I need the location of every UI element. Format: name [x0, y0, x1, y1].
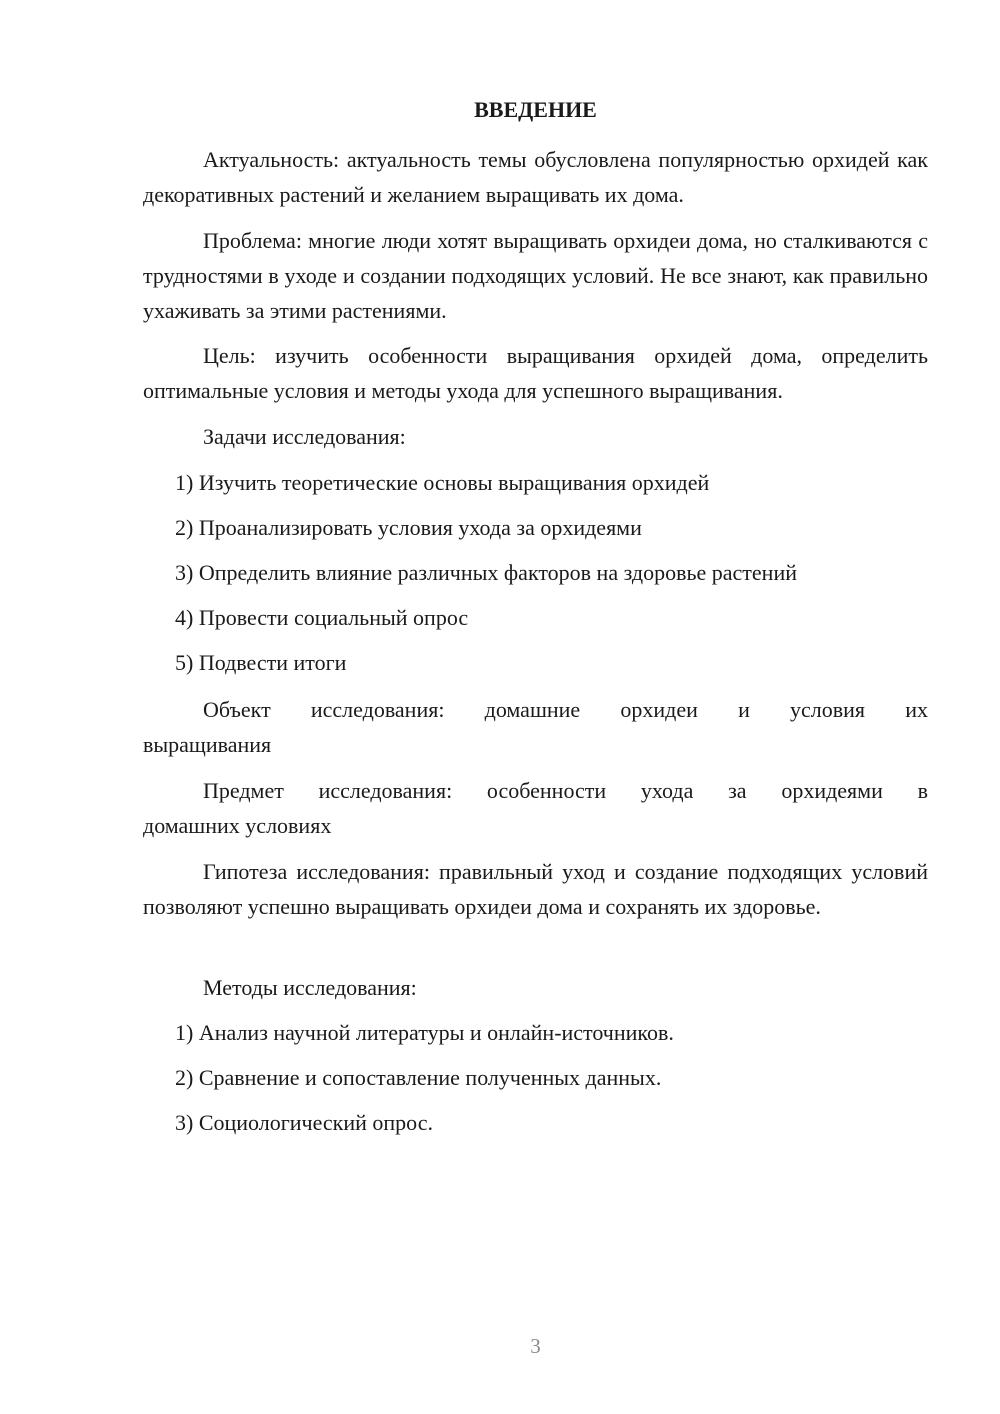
subject-paragraph-line1: Предмет исследования: особенности ухода за орхидеями в: [203, 778, 928, 803]
method-item-2: 2) Сравнение и сопоставление полученных данных.: [175, 1065, 662, 1090]
task-item-2: 2) Проанализировать условия ухода за орхидеями: [175, 515, 642, 540]
task-item-5: 5) Подвести итоги: [175, 650, 347, 675]
document-page: [143, 0, 928, 1414]
subject-paragraph-line2: домашних условиях: [143, 813, 332, 838]
task-item-3: 3) Определить влияние различных факторов на здоровье растений: [175, 560, 797, 585]
page-number: 3: [530, 1334, 541, 1358]
method-item-1: 1) Анализ научной литературы и онлайн-источников.: [175, 1020, 674, 1045]
problem-paragraph: Проблема: многие люди хотят выращивать орхидеи дома, но сталкиваются с трудностями в уходе и создании подходящих условий. Не все знают, как правильно ухаживать за этими растениями.: [143, 228, 928, 323]
tasks-heading: Задачи исследования:: [203, 424, 406, 449]
hypothesis-paragraph: Гипотеза исследования: правильный уход и создание подходящих условий позволяют успешно выращивать орхидеи дома и сохранять их здоровье.: [143, 859, 928, 919]
object-paragraph-line1: Объект исследования: домашние орхидеи и условия их: [203, 697, 928, 722]
relevance-paragraph: Актуальность: актуальность темы обусловлена популярностью орхидей как декоративных растений и желанием выращивать их дома.: [143, 147, 928, 207]
goal-paragraph: Цель: изучить особенности выращивания орхидей дома, определить оптимальные условия и методы ухода для успешного выращивания.: [143, 343, 928, 403]
task-item-4: 4) Провести социальный опрос: [175, 605, 469, 630]
method-item-3: 3) Социологический опрос.: [175, 1110, 433, 1135]
section-title: ВВЕДЕНИЕ: [474, 97, 597, 122]
task-item-1: 1) Изучить теоретические основы выращивания орхидей: [175, 470, 710, 495]
object-paragraph-line2: выращивания: [143, 732, 272, 757]
methods-heading: Методы исследования:: [203, 975, 417, 1000]
